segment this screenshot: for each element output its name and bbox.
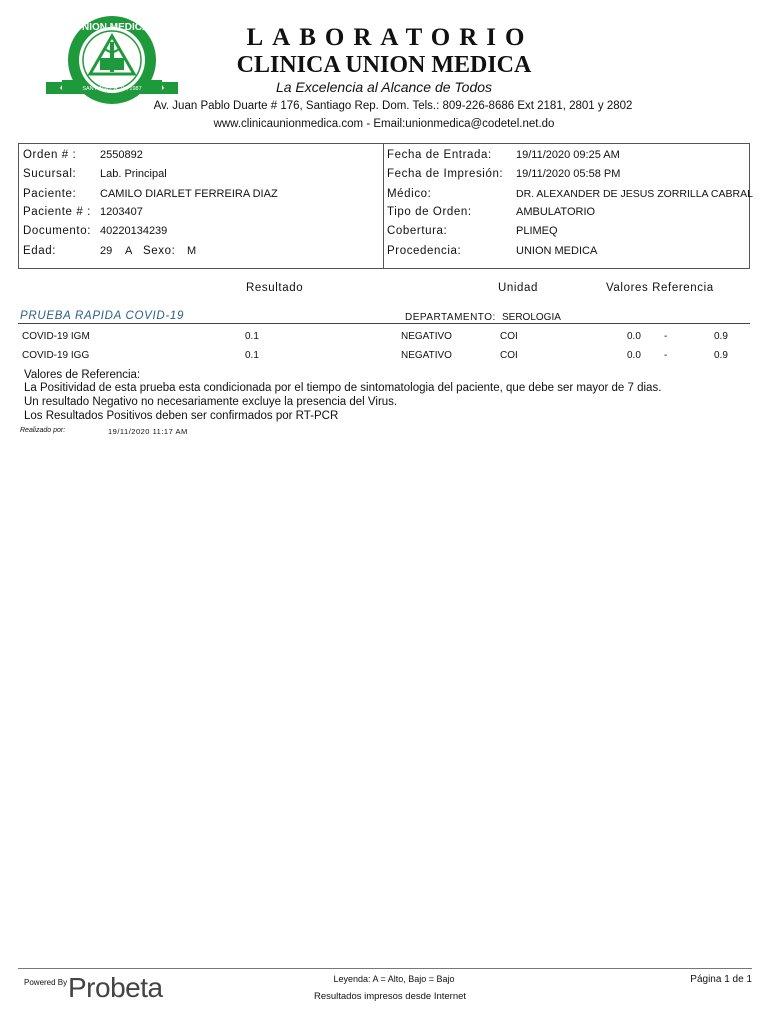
print-date-label: Fecha de Impresión: [387, 168, 504, 180]
clinic-web-email: www.clinicaunionmedica.com - Email:unionmedica@codetel.net.do [213, 118, 555, 130]
origin-label: Procedencia: [387, 245, 462, 257]
sex-value: M [187, 245, 197, 257]
print-date-value: 19/11/2020 05:58 PM [516, 168, 621, 180]
test-value: 0.1 [245, 331, 259, 342]
document-value: 40220134239 [100, 225, 168, 237]
info-box-divider [383, 143, 384, 269]
ref-low: 0.0 [627, 331, 641, 342]
patient-number-value: 1203407 [100, 206, 143, 218]
order-value: 2550892 [100, 149, 143, 161]
order-type-value: AMBULATORIO [516, 206, 596, 218]
ref-high: 0.9 [714, 350, 728, 361]
performed-by-label: Realizado por: [20, 427, 66, 434]
test-interpretation: NEGATIVO [401, 350, 452, 361]
test-name: COVID-19 IGG [22, 350, 90, 361]
sex-label: Sexo: [143, 245, 176, 257]
doctor-value: DR. ALEXANDER DE JESUS ZORRILLA CABRAL [516, 188, 753, 200]
branch-value: Lab. Principal [100, 168, 167, 180]
patient-value: CAMILO DIARLET FERREIRA DIAZ [100, 188, 278, 200]
test-value: 0.1 [245, 350, 259, 361]
column-reference: Valores Referencia [606, 282, 714, 294]
age-value: 29 [100, 245, 113, 257]
probeta-logo: Probeta [68, 972, 163, 1003]
coverage-label: Cobertura: [387, 225, 448, 237]
test-unit: COI [500, 350, 518, 361]
clinic-name: CLINICA UNION MEDICA [236, 52, 532, 78]
note-line: La Positividad de esta prueba esta condicionada por el tiempo de sintomatologia del paciente, que debe ser mayor de 7 dias. [24, 382, 662, 394]
department-label: DEPARTAMENTO: [405, 312, 496, 323]
origin-value: UNION MEDICA [516, 245, 598, 257]
page-number: Página 1 de 1 [690, 974, 752, 985]
age-unit: A [125, 245, 133, 257]
section-title: PRUEBA RAPIDA COVID-19 [20, 310, 185, 322]
entry-date-value: 19/11/2020 09:25 AM [516, 149, 620, 161]
clinic-address: Av. Juan Pablo Duarte # 176, Santiago Rep. Dom. Tels.: 809-226-8686 Ext 2181, 2801 y 2802 [153, 100, 633, 112]
lab-title: LABORATORIO [246, 24, 534, 51]
test-interpretation: NEGATIVO [401, 331, 452, 342]
column-unit: Unidad [498, 282, 539, 294]
department-value: SEROLOGIA [502, 312, 561, 323]
slogan: La Excelencia al Alcance de Todos [275, 79, 493, 95]
note-line: Un resultado Negativo no necesariamente excluye la presencia del Virus. [24, 396, 398, 408]
legend: Leyenda: A = Alto, Bajo = Bajo [333, 974, 455, 984]
coverage-value: PLIMEQ [516, 225, 558, 237]
ref-separator: - [664, 350, 668, 361]
entry-date-label: Fecha de Entrada: [387, 149, 492, 161]
performed-date: 19/11/2020 11:17 AM [108, 427, 188, 436]
logo-title: UNION MEDICA [74, 22, 150, 33]
test-unit: COI [500, 331, 518, 342]
order-label: Orden # : [23, 149, 77, 161]
patient-label: Paciente: [23, 188, 77, 200]
notes-heading: Valores de Referencia: [24, 369, 141, 381]
footer-rule [18, 968, 752, 969]
doctor-label: Médico: [387, 188, 432, 200]
document-label: Documento: [23, 225, 92, 237]
ref-high: 0.9 [714, 331, 728, 342]
footer-note: Resultados impresos desde Internet [313, 991, 467, 1002]
age-label: Edad: [23, 245, 57, 257]
order-type-label: Tipo de Orden: [387, 206, 472, 218]
ref-low: 0.0 [627, 350, 641, 361]
ref-separator: - [664, 331, 668, 342]
logo-caption: SANTIAGO, R. D., 1987 [82, 86, 142, 92]
powered-by-label: Powered By [24, 978, 68, 987]
test-name: COVID-19 IGM [22, 331, 90, 342]
patient-number-label: Paciente # : [23, 206, 91, 218]
column-result: Resultado [246, 282, 304, 294]
section-rule [18, 323, 750, 324]
note-line: Los Resultados Positivos deben ser confirmados por RT-PCR [24, 410, 339, 422]
branch-label: Sucursal: [23, 168, 77, 180]
